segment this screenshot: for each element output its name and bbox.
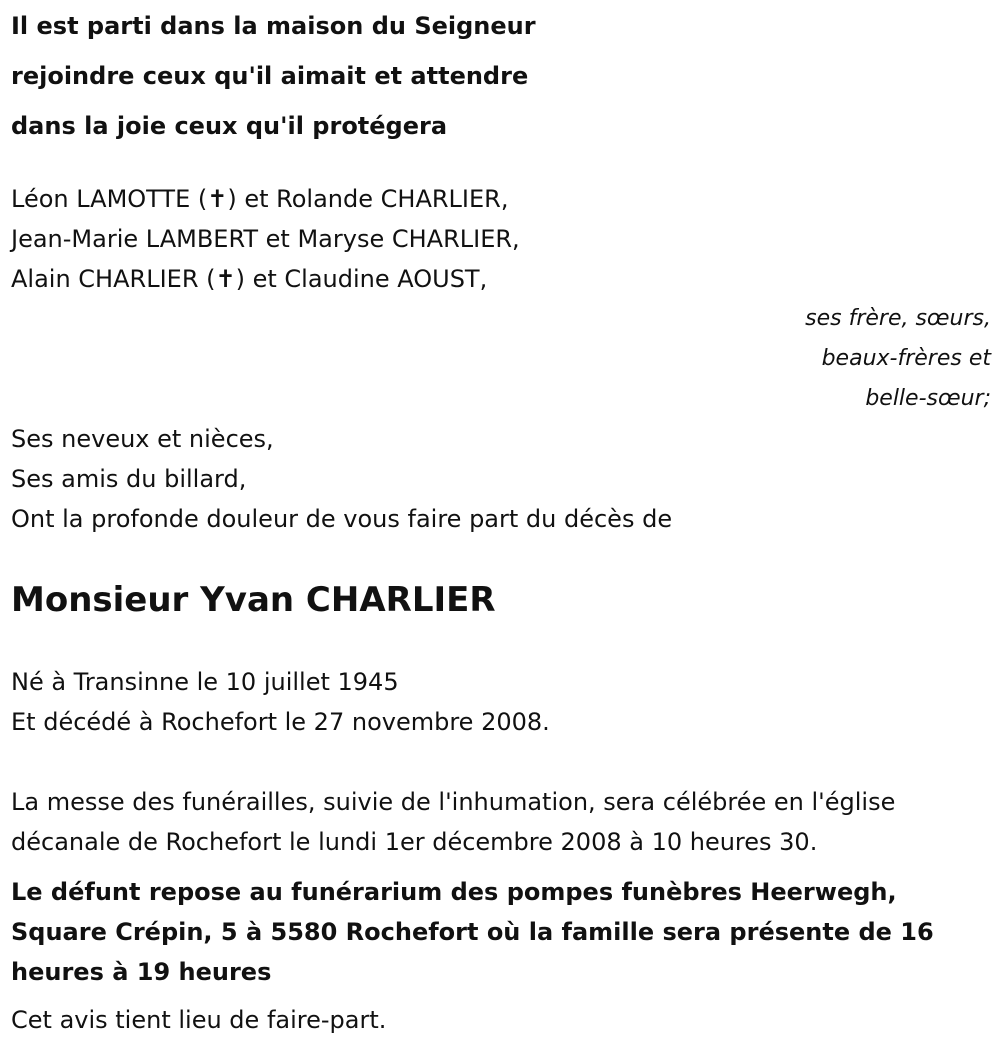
sibling-line-3: Alain CHARLIER (✝) et Claudine AOUST, <box>11 265 488 293</box>
verse-line-3: dans la joie ceux qu'il protégera <box>11 112 448 140</box>
others-line-3: Ont la profonde douleur de vous faire part du décès de <box>11 505 673 533</box>
others-block <box>11 419 991 539</box>
sibling-line-2: Jean-Marie LAMBERT et Maryse CHARLIER, <box>11 225 520 253</box>
obituary-notice <box>11 0 991 1040</box>
relation-line-2: beaux-frères et <box>821 346 991 371</box>
birth-line: Né à Transinne le 10 juillet 1945 <box>11 668 399 696</box>
repose-block <box>11 872 991 992</box>
relation-block <box>11 299 991 419</box>
funeral-line-2: décanale de Rochefort le lundi 1er décembre 2008 à 10 heures 30. <box>11 828 818 856</box>
verse-line-2: rejoindre ceux qu'il aimait et attendre <box>11 62 529 90</box>
dates-block <box>11 662 991 742</box>
repose-line-1: Le défunt repose au funérarium des pompes funèbres Heerwegh, <box>11 878 897 906</box>
funeral-line-1: La messe des funérailles, suivie de l'inhumation, sera célébrée en l'église <box>11 788 896 816</box>
repose-line-2: Square Crépin, 5 à 5580 Rochefort où la famille sera présente de 16 <box>11 918 934 946</box>
siblings-block <box>11 179 991 299</box>
verse-line-1: Il est parti dans la maison du Seigneur <box>11 12 536 40</box>
relation-line-1: ses frère, sœurs, <box>805 306 991 331</box>
death-line: Et décédé à Rochefort le 27 novembre 2008. <box>11 708 550 736</box>
closing-line: Cet avis tient lieu de faire-part. <box>11 1006 387 1034</box>
funeral-block <box>11 782 991 862</box>
others-line-2: Ses amis du billard, <box>11 465 247 493</box>
deceased-name: Monsieur Yvan CHARLIER <box>11 580 496 620</box>
repose-line-3: heures à 19 heures <box>11 958 272 986</box>
verse-block <box>11 0 991 151</box>
sibling-line-1: Léon LAMOTTE (✝) et Rolande CHARLIER, <box>11 185 509 213</box>
relation-line-3: belle-sœur; <box>865 386 991 411</box>
others-line-1: Ses neveux et nièces, <box>11 425 274 453</box>
